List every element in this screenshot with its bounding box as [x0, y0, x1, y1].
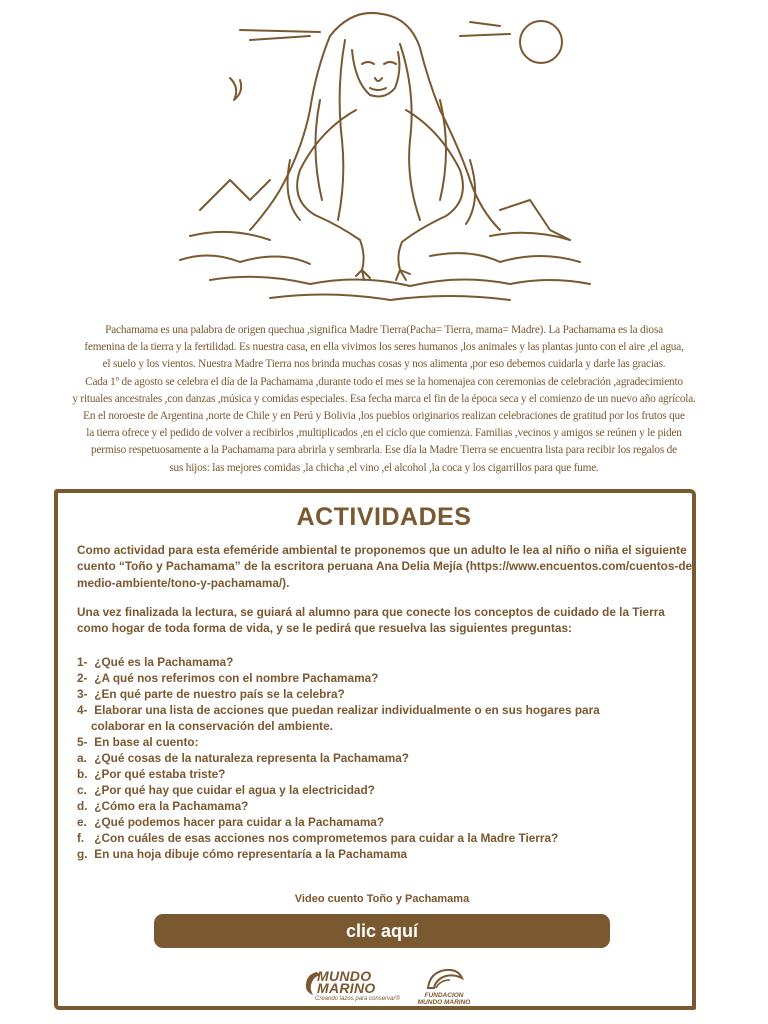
list-item: [77, 702, 697, 734]
activities-paragraph: Como actividad para esta efeméride ambiental te proponemos que un adulto le lea al niño o niña el siguiente cuento “Toño y Pachamama” de la escritora peruana Ana Delia Mejía (https://www.encuentos.com/cuentos-de-medio-ambiente/tono-y-pachamama/).: [77, 543, 697, 590]
intro-line: sus hijos: las mejores comidas ,la chicha ,el vino ,el alcohol ,la coca y los cigarrillos para que fume.: [169, 461, 599, 474]
pachamama-illustration: [170, 0, 600, 318]
question-text: ¿Con cuáles de esas acciones nos comprometemos para cuidar a la Madre Tierra?: [94, 831, 559, 845]
logo-tagline: Creando lazos para conservar®: [315, 996, 400, 1002]
video-label: Video cuento Toño y Pachamama: [294, 893, 470, 905]
wave-icon: [424, 966, 464, 992]
list-item: [77, 814, 697, 830]
question-text: ¿A qué nos referimos con el nombre Pachamama?: [94, 671, 379, 685]
question-list: [77, 654, 697, 862]
list-item: [77, 766, 697, 782]
logo-title: FUNDACION MUNDO MARINO: [417, 992, 471, 1006]
question-text: ¿Qué es la Pachamama?: [94, 655, 234, 669]
list-item: [77, 750, 697, 766]
activities-title: ACTIVIDADES: [296, 503, 472, 531]
logo-title: MUNDO MARINO: [317, 968, 376, 996]
list-item: [77, 654, 697, 670]
question-text: ¿En qué parte de nuestro país se la celebra?: [94, 687, 345, 701]
list-item: [77, 734, 697, 750]
question-text: En base al cuento:: [94, 735, 199, 749]
question-text: En una hoja dibuje cómo representaría a la Pachamama: [94, 847, 408, 861]
question-number: a.: [77, 751, 87, 765]
question-text: ¿Por qué estaba triste?: [94, 767, 226, 781]
list-item: [77, 782, 697, 798]
question-number: 1-: [77, 655, 88, 669]
question-text: ¿Qué cosas de la naturaleza representa la Pachamama?: [94, 751, 410, 765]
question-number: b.: [77, 767, 88, 781]
intro-line: el suelo y los vientos. Nuestra Madre Tierra nos brinda muchas cosas y nos alimenta ,por eso debemos cuidarla y darle las gracias.: [102, 358, 666, 371]
question-number: d.: [77, 799, 88, 813]
video-link-button[interactable]: clic aquí: [154, 914, 610, 948]
intro-line: femenina de la tierra y la fertilidad. Es nuestra casa, en ella vivimos los seres humanos ,los animales y las plantas junto con el aire ,el agua,: [84, 341, 684, 354]
question-text: ¿Cómo era la Pachamama?: [94, 799, 249, 813]
question-number: 5-: [77, 735, 88, 749]
question-text: Elaborar una lista de acciones que puedan realizar individualmente o en sus hogares para: [94, 703, 600, 717]
question-number: 2-: [77, 671, 88, 685]
activities-guidance: [77, 604, 697, 637]
list-item: [77, 798, 697, 814]
mundo-marino-logo: [303, 968, 400, 1006]
list-item: [77, 670, 697, 686]
question-number: g.: [77, 847, 88, 861]
question-number: f.: [77, 831, 85, 845]
intro-paragraph: [18, 322, 750, 477]
intro-line: la tierra ofrece y el pedido de volver a recibirlos ,multiplicados ,en el ciclo que comienza. Familias ,vecinos y amigos se reúnen y le piden: [86, 427, 682, 440]
fundacion-logo: [408, 966, 480, 1008]
question-number: c.: [77, 783, 87, 797]
intro-line: y rituales ancestrales ,con danzas ,música y comidas especiales. Esa fecha marca el fin de la época seca y el comienzo de un nuevo año agrícola.: [72, 392, 696, 405]
activities-paragraph: Una vez finalizada la lectura, se guiará al alumno para que conecte los conceptos de cuidado de la Tierra como hogar de toda forma de vida, y se le pedirá que resuelva las siguientes preguntas:: [77, 605, 665, 636]
question-text: ¿Por qué hay que cuidar el agua y la electricidad?: [94, 783, 375, 797]
intro-line: Pachamama es una palabra de origen quechua ,significa Madre Tierra(Pacha= Tierra, mama= Madre). La Pachamama es la diosa: [105, 324, 663, 336]
question-text: ¿Qué podemos hacer para cuidar a la Pachamama?: [94, 815, 385, 829]
question-number: 4-: [77, 703, 88, 717]
question-number: 3-: [77, 687, 88, 701]
intro-line: En el noroeste de Argentina ,norte de Chile y en Perú y Bolivia ,los pueblos originarios realizan celebraciones de gratitud por los frutos que: [83, 410, 685, 423]
list-item: [77, 686, 697, 702]
list-item: [77, 846, 697, 862]
intro-line: permiso respetuosamente a la Pachamama para abrirla y sembrarla. Ese día la Madre Tierra se encuentra lista para recibir los regalos de: [91, 444, 677, 457]
question-number: e.: [77, 815, 87, 829]
intro-line: Cada 1º de agosto se celebra el día de la Pachamama ,durante todo el mes se la homenajea con ceremonias de celebración ,agradecimiento: [85, 375, 683, 388]
activities-intro: [77, 542, 697, 591]
list-item: [77, 830, 697, 846]
question-text-continued: colaborar en la conservación del ambiente.: [91, 719, 333, 733]
